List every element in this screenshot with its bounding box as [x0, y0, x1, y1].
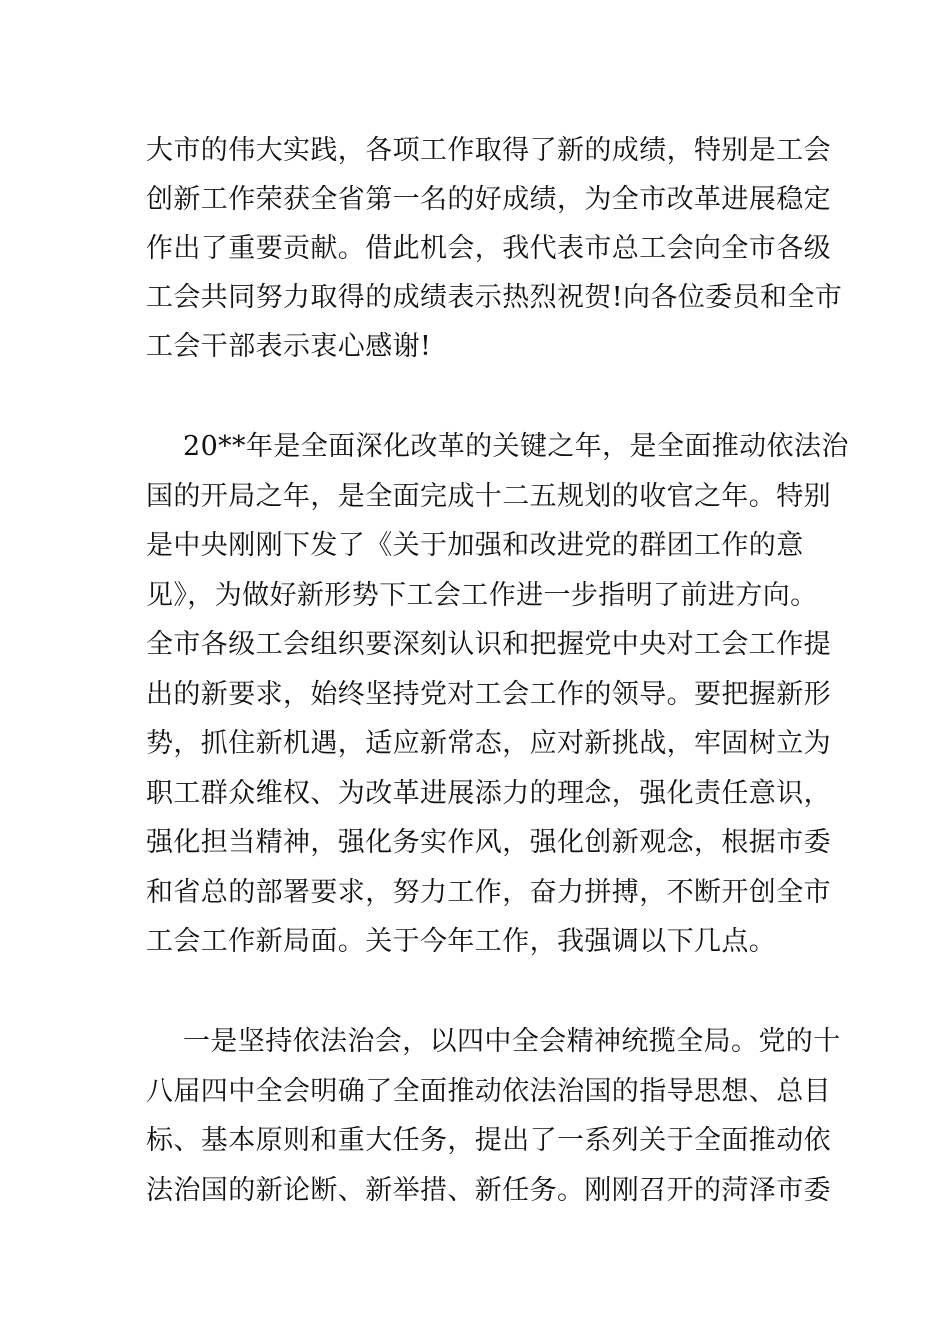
text-line: 工会共同努力取得的成绩表示热烈祝贺!向各位委员和全市	[146, 282, 843, 313]
text-line: 是中央刚刚下发了《关于加强和改进党的群团工作的意	[146, 530, 804, 561]
text-line: 势，抓住新机遇，适应新常态，应对新挑战，牢固树立为	[146, 728, 831, 759]
text-line: 强化担当精神，强化务实作风，强化创新观念，根据市委	[146, 827, 831, 858]
text-line: 职工群众维权、为改革进展添力的理念，强化责任意识，	[146, 778, 831, 809]
text-line: 八届四中全会明确了全面推动依法治国的指导思想、总目	[146, 1076, 831, 1107]
text-line: 创新工作荣获全省第一名的好成绩，为全市改革进展稳定	[146, 184, 831, 215]
text-line: 全市各级工会组织要深刻认识和把握党中央对工会工作提	[146, 629, 831, 660]
text-line: 一是坚持依法治会，以四中全会精神统揽全局。党的十	[183, 1026, 841, 1057]
text-line: 工会工作新局面。关于今年工作，我强调以下几点。	[146, 926, 777, 957]
text-line: 见》，为做好新形势下工会工作进一步指明了前进方向。	[146, 580, 818, 611]
text-line: 20**年是全面深化改革的关键之年，是全面推动依法治	[183, 431, 849, 462]
text-line: 和省总的部署要求，努力工作，奋力拼搏，不断开创全市	[146, 877, 831, 908]
text-line: 法治国的新论断、新举措、新任务。刚刚召开的菏泽市委	[146, 1175, 831, 1206]
text-line: 国的开局之年，是全面完成十二五规划的收官之年。特别	[146, 481, 831, 512]
text-line: 大市的伟大实践，各项工作取得了新的成绩，特别是工会	[146, 135, 831, 166]
text-line: 工会干部表示衷心感谢!	[146, 331, 432, 362]
text-line: 标、基本原则和重大任务，提出了一系列关于全面推动依	[146, 1125, 831, 1156]
text-line: 出的新要求，始终坚持党对工会工作的领导。要把握新形	[146, 679, 831, 710]
text-line: 作出了重要贡献。借此机会，我代表市总工会向全市各级	[146, 233, 831, 264]
